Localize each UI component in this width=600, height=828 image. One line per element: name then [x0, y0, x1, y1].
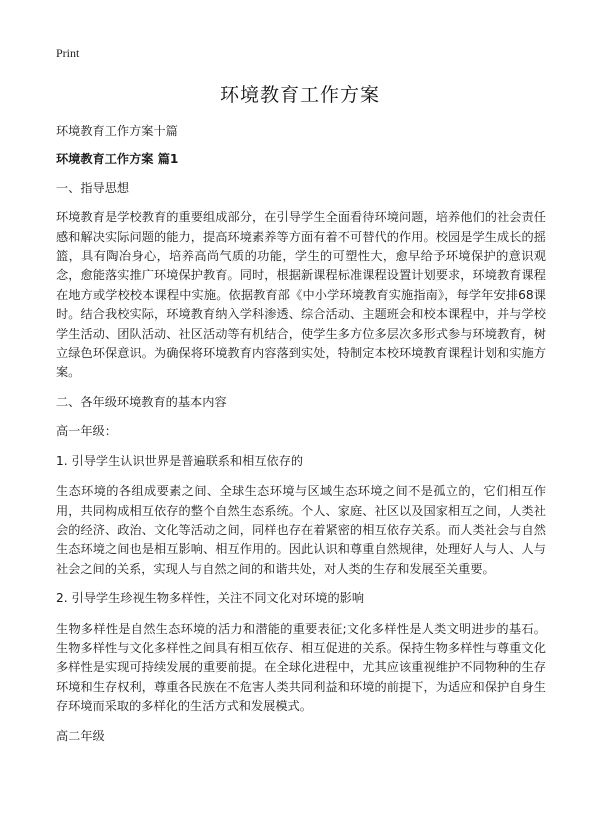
paragraph-guiding-ideology: 环境教育是学校教育的重要组成部分，在引导学生全面看待环境问题，培养他们的社会责任感和解决实际问题的能力，提高环境素养等方面有着不可替代的作用。校园是学生成长的摇篮，具有陶冶身心，培养高尚气质的功能，学生的可塑性大，愈早给予环境保护的意识观念，愈能落实推广环境保护教育。同时，根据新课程标准课程设置计划要求，环境教育课程在地方或学校校本课程中实施。依据教育部《中小学环境教育实施指南》，每学年安排68课时。结合我校实际，环境教育纳入学科渗透、综合活动、主题班会和校本课程中，并与学校学生活动、团队活动、社区活动等有机结合，使学生多方位多层次多形式参与环境教育，树立绿色环保意识。为确保将环境教育内容落到实处，特制定本校环境教育课程计划和实施方案。 — [56, 210, 546, 380]
grade-heading-senior-one: 高一年级： — [56, 424, 117, 439]
section-heading-guiding-ideology: 一、指导思想 — [56, 180, 130, 195]
chapter-heading: 环境教育工作方案 篇1 — [56, 152, 179, 167]
paragraph-interdependence: 生态环境的各组成要素之间、全球生态环境与区域生态环境之间不是孤立的，它们相互作用，共同构成相互依存的整个自然生态系统。个人、家庭、社区以及国家相互之间，人类社会的经济、政治、文化等活动之间，同样也存在着紧密的相互依存关系。而人类社会与自然生态环境之间也是相互影响、相互作用的。因此认识和尊重自然规律，处理好人与人、人与社会之间的关系，实现人与自然之间的和谐共处，对人类的生存和发展至关重要。 — [56, 484, 546, 576]
grade-heading-senior-two: 高二年级 — [56, 728, 105, 743]
item-heading-biodiversity: 2. 引导学生珍视生物多样性，关注不同文化对环境的影响 — [56, 591, 365, 606]
section-heading-grade-content: 二、各年级环境教育的基本内容 — [56, 394, 227, 409]
document-body — [56, 122, 546, 756]
document-title: 环境教育工作方案 — [219, 84, 380, 106]
print-label: Print — [56, 46, 80, 60]
document-subtitle: 环境教育工作方案十篇 — [56, 124, 178, 138]
paragraph-biodiversity: 生物多样性是自然生态环境的活力和潜能的重要表征;文化多样性是人类文明进步的基石。生物多样性与文化多样性之间具有相互依存、相互促进的关系。保持生物多样性与尊重文化多样性是实现可持续发展的重要前提。在全球化进程中，尤其应该重视维护不同物种的生存环境和生存权利，尊重各民族在不危害人类共同利益和环境的前提下，为适应和保护自身生存环境而采取的多样化的生活方式和发展模式。 — [56, 621, 546, 714]
item-heading-interdependence: 1. 引导学生认识世界是普遍联系和相互依存的 — [56, 453, 304, 468]
